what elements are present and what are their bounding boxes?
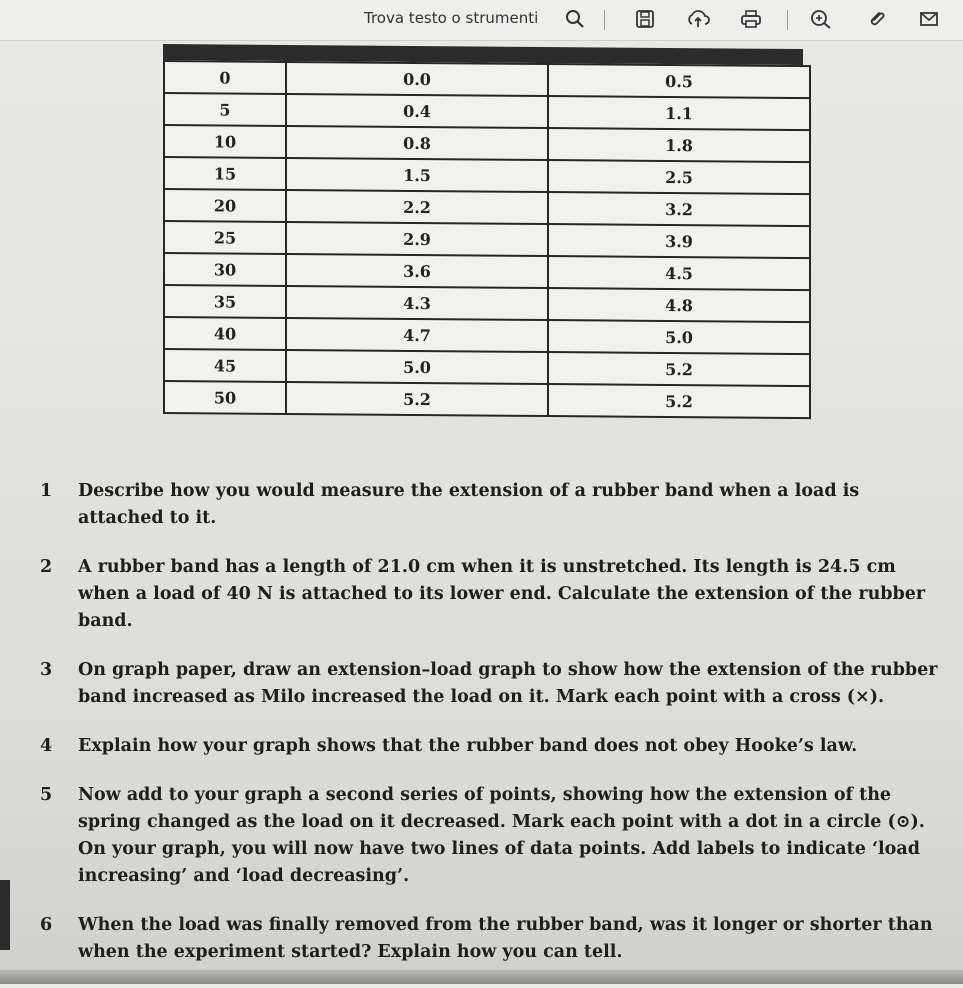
cell-extension-increasing: 3.6 xyxy=(286,254,548,288)
upload-icon[interactable] xyxy=(685,6,711,32)
cell-extension-increasing: 4.7 xyxy=(286,318,548,352)
cell-extension-decreasing: 5.0 xyxy=(548,320,810,354)
cell-load: 5 xyxy=(164,93,286,126)
table-row xyxy=(164,253,810,290)
question-text: Explain how your graph shows that the rubber band does not obey Hooke’s law. xyxy=(78,736,858,756)
cell-extension-decreasing: 4.8 xyxy=(548,288,810,322)
question-number: 4 xyxy=(40,736,53,756)
print-icon[interactable] xyxy=(738,6,764,32)
cell-extension-decreasing: 4.5 xyxy=(548,256,810,290)
cell-load: 20 xyxy=(164,189,286,222)
cell-extension-decreasing: 3.9 xyxy=(548,224,810,258)
table-row xyxy=(164,93,810,130)
question-number: 1 xyxy=(40,481,53,501)
cell-extension-decreasing: 1.8 xyxy=(548,128,810,162)
zoom-icon[interactable] xyxy=(808,6,834,32)
question-number: 2 xyxy=(40,557,53,577)
table-row xyxy=(164,61,810,98)
table-row xyxy=(164,125,810,162)
cell-extension-decreasing: 2.5 xyxy=(548,160,810,194)
table-row xyxy=(164,221,810,258)
mail-icon[interactable] xyxy=(916,6,942,32)
cell-load: 25 xyxy=(164,221,286,254)
question-2 xyxy=(40,554,950,635)
cell-load: 15 xyxy=(164,157,286,190)
cell-extension-decreasing: 3.2 xyxy=(548,192,810,226)
question-number: 5 xyxy=(40,785,53,805)
question-6 xyxy=(40,912,950,966)
question-text: Now add to your graph a second series of points, showing how the extension of the spring changed as the load on it decreased. Mark each point with a dot in a circle (⊙). On your graph, you will now have two lines of data points. Add labels to indicate ‘load increasing’ and ‘load decreasing’. xyxy=(78,785,925,886)
page-edge-bar xyxy=(0,880,10,950)
question-text: When the load was finally removed from the rubber band, was it longer or shorter than when the experiment started? Explain how you can tell. xyxy=(78,915,933,962)
questions-list xyxy=(40,478,950,988)
table-row xyxy=(164,349,810,386)
toolbar-separator xyxy=(604,10,605,30)
cell-extension-decreasing: 5.2 xyxy=(548,384,810,418)
viewer-toolbar xyxy=(0,0,963,41)
cell-load: 35 xyxy=(164,285,286,318)
toolbar-separator xyxy=(787,10,788,30)
cell-extension-increasing: 2.9 xyxy=(286,222,548,256)
table-row xyxy=(164,285,810,322)
cell-extension-increasing: 0.0 xyxy=(286,62,548,96)
cell-load: 45 xyxy=(164,349,286,382)
table-body xyxy=(164,61,810,418)
cell-extension-increasing: 2.2 xyxy=(286,190,548,224)
cell-extension-increasing: 0.8 xyxy=(286,126,548,160)
cell-load: 40 xyxy=(164,317,286,350)
load-extension-table xyxy=(163,60,811,419)
question-1 xyxy=(40,478,950,532)
question-number: 3 xyxy=(40,660,53,680)
cell-extension-decreasing: 1.1 xyxy=(548,96,810,130)
cell-extension-increasing: 1.5 xyxy=(286,158,548,192)
table-row xyxy=(164,157,810,194)
link-icon[interactable] xyxy=(864,6,890,32)
screen-bottom-edge xyxy=(0,970,963,984)
question-4 xyxy=(40,733,950,760)
question-5 xyxy=(40,782,950,890)
cell-extension-increasing: 5.0 xyxy=(286,350,548,384)
search-icon[interactable] xyxy=(562,6,588,32)
search-tools-label[interactable]: Trova testo o strumenti xyxy=(364,9,539,27)
question-text: A rubber band has a length of 21.0 cm when it is unstretched. Its length is 24.5 cm when a load of 40 N is attached to its lower end. Calculate the extension of the rubber band. xyxy=(78,557,926,631)
cell-extension-decreasing: 5.2 xyxy=(548,352,810,386)
cell-extension-increasing: 0.4 xyxy=(286,94,548,128)
cell-extension-decreasing: 0.5 xyxy=(548,64,810,98)
cell-extension-increasing: 5.2 xyxy=(286,382,548,416)
table-row xyxy=(164,189,810,226)
cell-load: 50 xyxy=(164,381,286,414)
question-text: On graph paper, draw an extension–load graph to show how the extension of the rubber band increased as Milo increased the load on it. Mark each point with a cross (×). xyxy=(78,660,938,707)
cell-load: 0 xyxy=(164,61,286,94)
question-text: Describe how you would measure the extension of a rubber band when a load is attached to it. xyxy=(78,481,860,528)
cell-extension-increasing: 4.3 xyxy=(286,286,548,320)
question-number: 6 xyxy=(40,915,53,935)
cell-load: 10 xyxy=(164,125,286,158)
cell-load: 30 xyxy=(164,253,286,286)
save-icon[interactable] xyxy=(632,6,658,32)
table-row xyxy=(164,317,810,354)
table-row xyxy=(164,381,810,418)
question-3 xyxy=(40,657,950,711)
data-table-section xyxy=(163,44,803,419)
